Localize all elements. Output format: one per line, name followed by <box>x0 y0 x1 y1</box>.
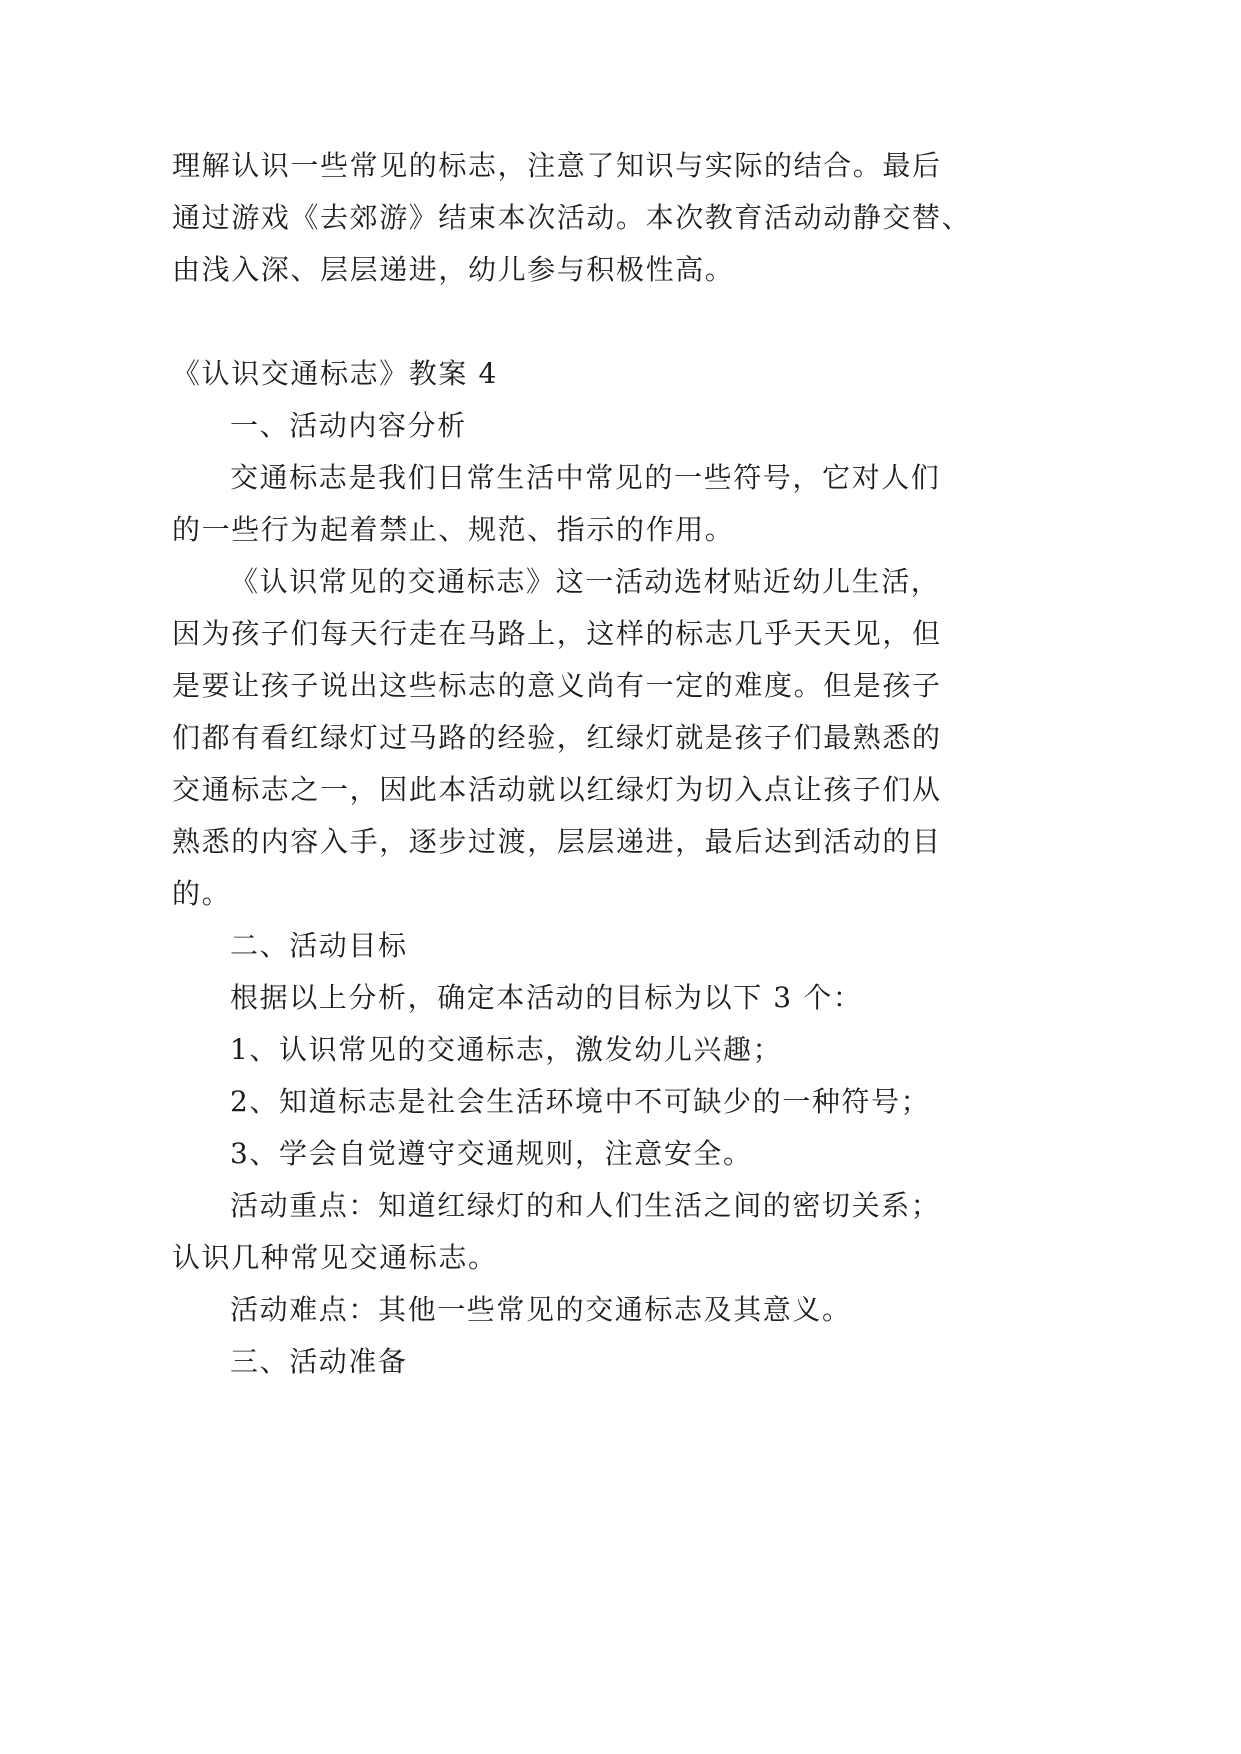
paragraph <box>172 452 1032 556</box>
text-line: 由浅入深、层层递进，幼儿参与积极性高。 <box>172 253 735 286</box>
section-heading-preparation: 三、活动准备 <box>230 1345 408 1378</box>
text-line: 因为孩子们每天行走在马路上，这样的标志几乎天天见，但 <box>172 617 942 650</box>
text-line: 活动重点：知道红绿灯的和人们生活之间的密切关系； <box>230 1189 941 1222</box>
text-line: 2、知道标志是社会生活环境中不可缺少的一种符号； <box>230 1085 931 1118</box>
list-item <box>172 1128 1032 1180</box>
paragraph <box>172 556 1032 920</box>
text-line: 们都有看红绿灯过马路的经验，红绿灯就是孩子们最熟悉的 <box>172 721 942 754</box>
key-point-paragraph <box>172 1180 1032 1284</box>
list-item <box>172 1076 1032 1128</box>
text-line: 熟悉的内容入手，逐步过渡，层层递进，最后达到活动的目 <box>172 825 942 858</box>
paragraph <box>172 972 1032 1024</box>
text-line: 交通标志是我们日常生活中常见的一些符号，它对人们 <box>230 461 941 494</box>
text-line: 根据以上分析，确定本活动的目标为以下 3 个： <box>230 981 863 1014</box>
text-line: 是要让孩子说出这些标志的意义尚有一定的难度。但是孩子 <box>172 669 942 702</box>
intro-paragraph <box>172 140 1032 296</box>
text-line: 理解认识一些常见的标志，注意了知识与实际的结合。最后 <box>172 149 942 182</box>
difficulty-paragraph <box>172 1284 1032 1336</box>
text-line: 《认识常见的交通标志》这一活动选材贴近幼儿生活， <box>230 565 941 598</box>
text-line: 交通标志之一，因此本活动就以红绿灯为切入点让孩子们从 <box>172 773 942 806</box>
text-line: 1、认识常见的交通标志，激发幼儿兴趣； <box>230 1033 783 1066</box>
document-title: 《认识交通标志》教案 4 <box>172 357 498 390</box>
text-line: 的一些行为起着禁止、规范、指示的作用。 <box>172 513 735 546</box>
blank-line <box>172 296 1032 348</box>
section-heading-goals: 二、活动目标 <box>230 929 408 962</box>
section-heading-content-analysis: 一、活动内容分析 <box>230 409 467 442</box>
document-body <box>172 140 1032 1388</box>
text-line: 3、学会自觉遵守交通规则，注意安全。 <box>230 1137 753 1170</box>
text-line: 认识几种常见交通标志。 <box>172 1241 498 1274</box>
text-line: 的。 <box>172 877 232 910</box>
text-line: 通过游戏《去郊游》结束本次活动。本次教育活动动静交替、 <box>172 201 972 234</box>
list-item <box>172 1024 1032 1076</box>
text-line: 活动难点：其他一些常见的交通标志及其意义。 <box>230 1293 852 1326</box>
